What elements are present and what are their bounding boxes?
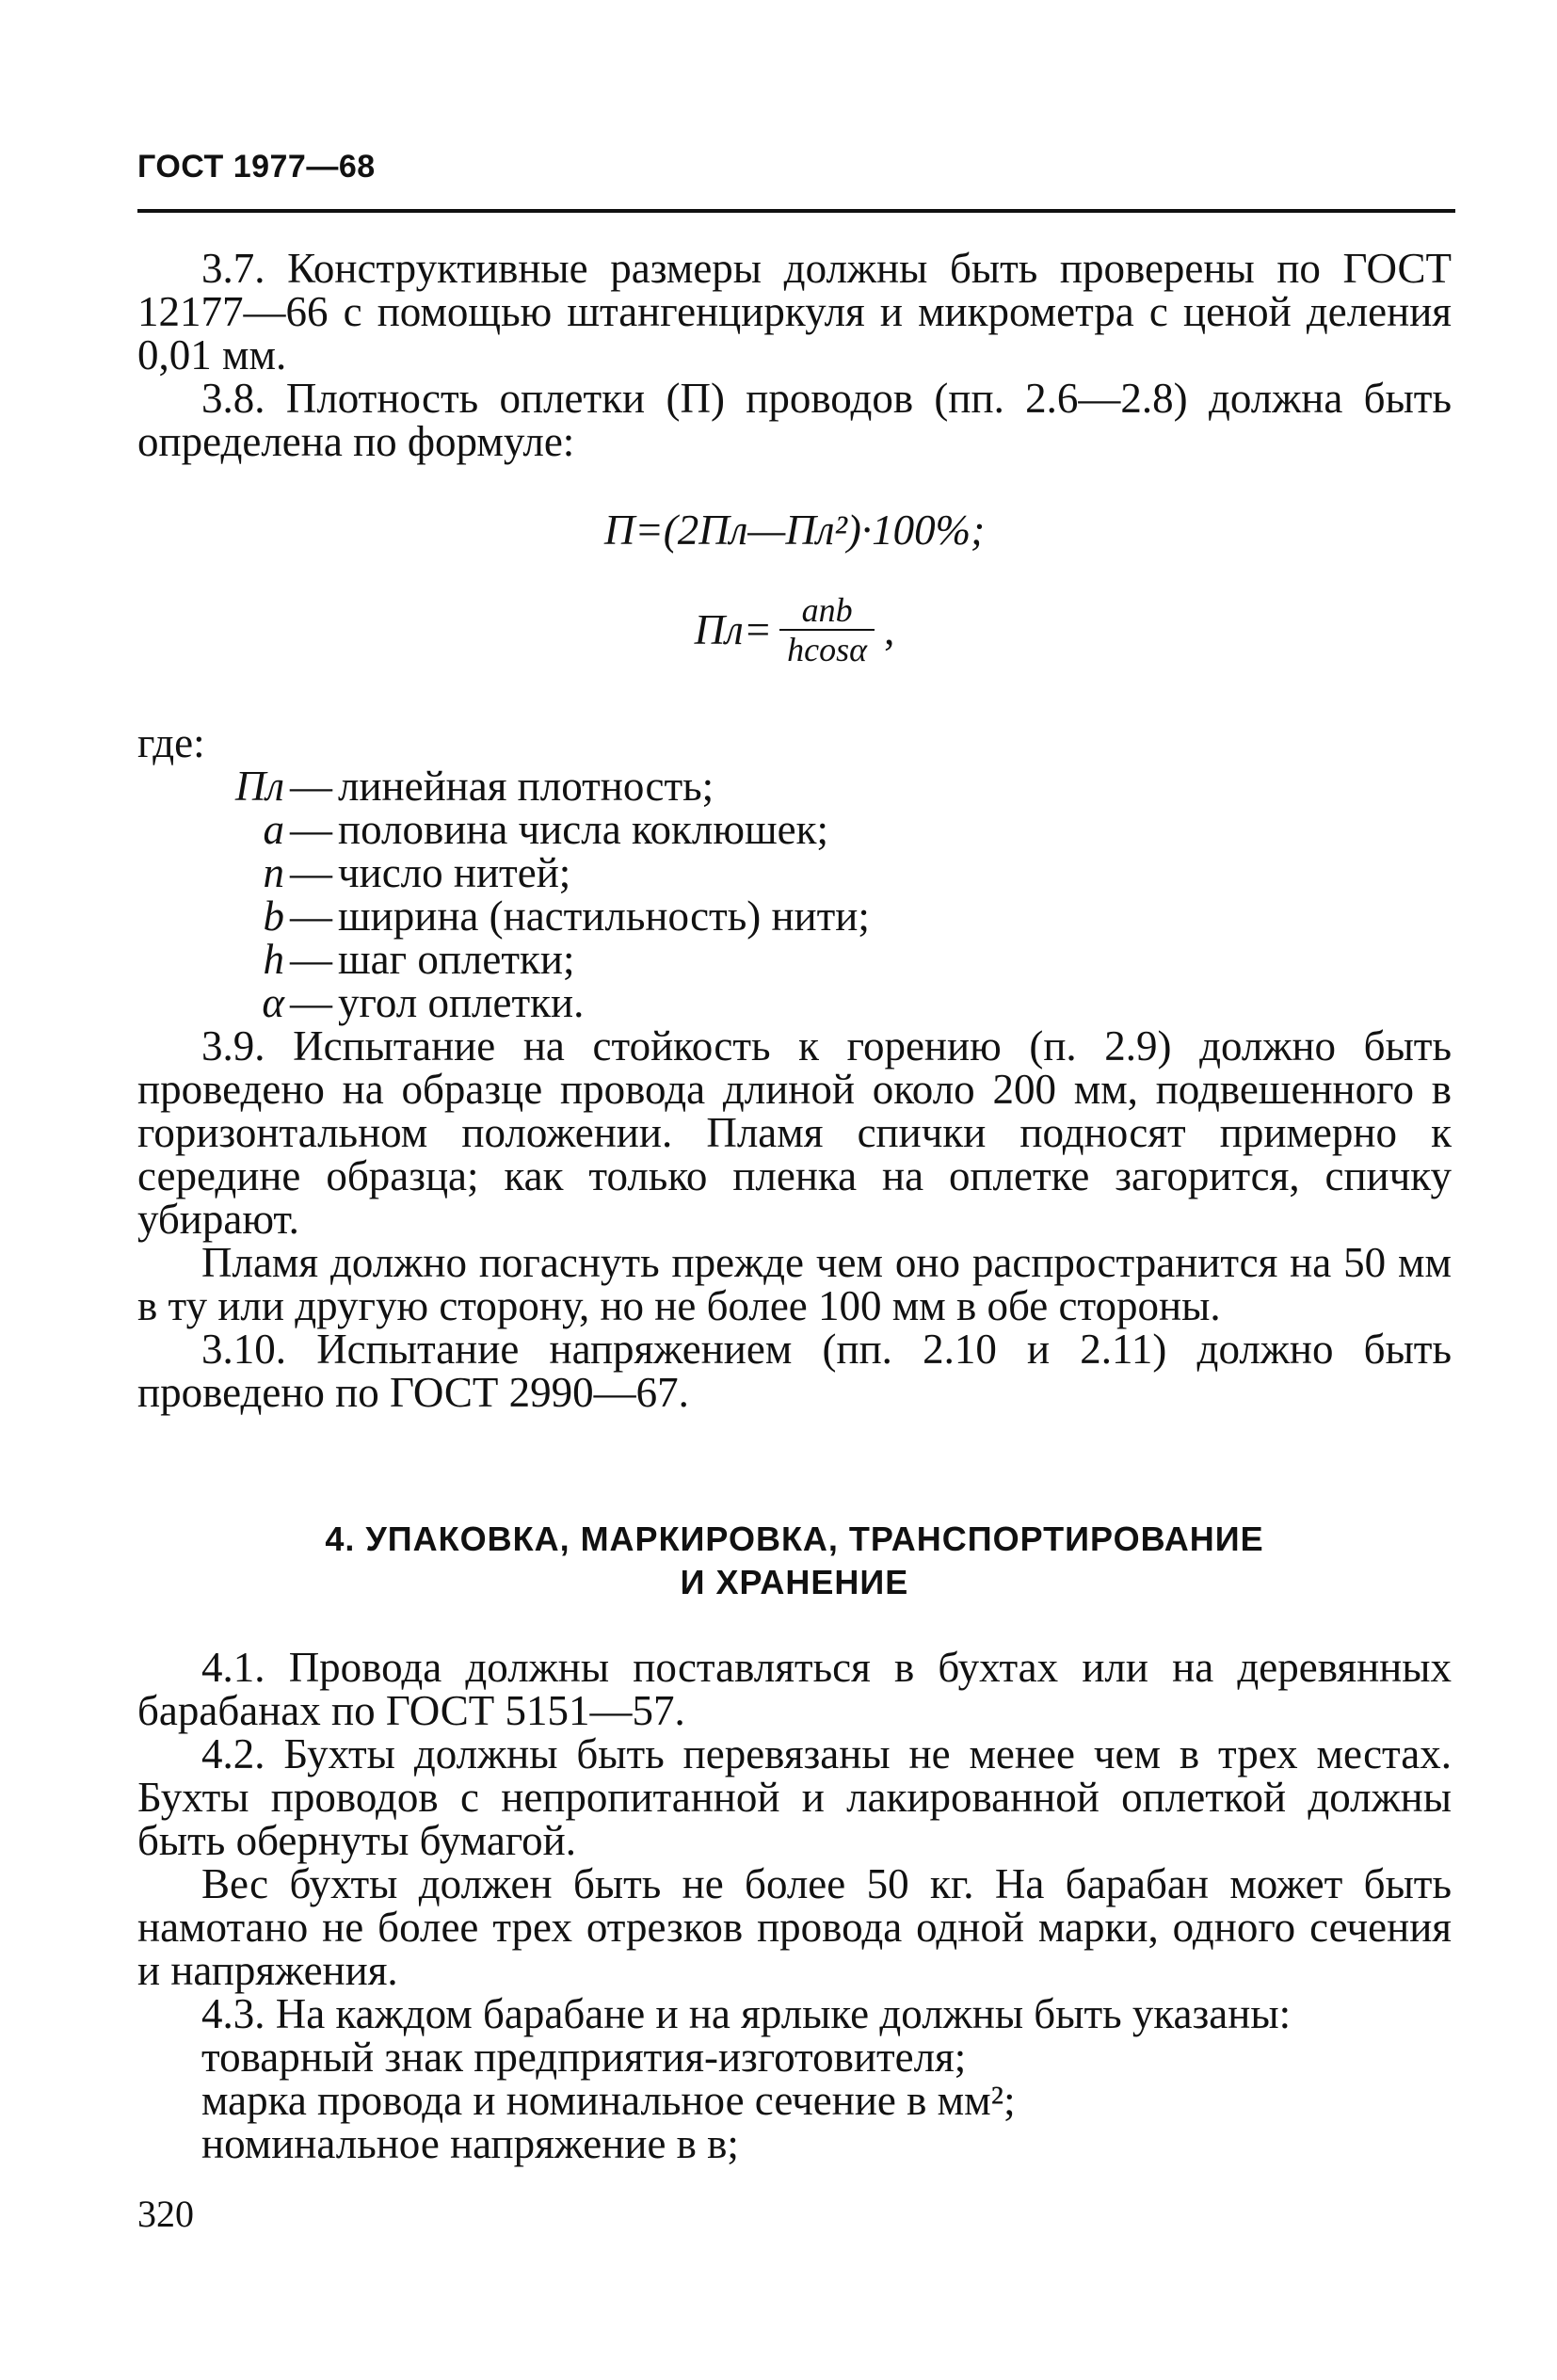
formula-linear-density — [137, 591, 1452, 668]
list-item: товарный знак предприятия-изготовителя; — [201, 2034, 967, 2081]
definition-item: a — половина числа коклюшек; — [224, 808, 1452, 851]
fraction-denominator: hcosα — [787, 631, 868, 668]
section-heading-line-1: 4. УПАКОВКА, МАРКИРОВКА, ТРАНСПОРТИРОВАНИЕ — [325, 1520, 1264, 1558]
definition-symbol: Пл — [234, 763, 284, 810]
definition-item: Пл — линейная плотность; — [224, 764, 1452, 808]
paragraph-3-10: 3.10. Испытание напряжением (пп. 2.10 и 2.11) должно быть проведено по ГОСТ 2990—67. — [137, 1326, 1452, 1416]
paragraph-4-1: 4.1. Провода должны поставляться в бухтах или на деревянных барабанах по ГОСТ 5151—57. — [137, 1644, 1452, 1734]
definition-text: угол оплетки. — [338, 979, 585, 1026]
fraction-numerator: anb — [801, 591, 853, 629]
header-rule — [137, 209, 1455, 213]
definition-text: число нитей; — [338, 849, 571, 896]
paragraph-3-7: 3.7. Конструктивные размеры должны быть проверены по ГОСТ 12177—66 с помощью штангенциркуля и микрометра с ценой деления 0,01 мм. — [137, 245, 1452, 378]
section-heading-4 — [137, 1518, 1452, 1604]
formula-comma: , — [884, 606, 895, 653]
section-heading-line-2: И ХРАНЕНИЕ — [680, 1563, 909, 1601]
definition-symbol: a — [263, 806, 284, 853]
paragraph-4-2: 4.2. Бухты должны быть перевязаны не менее чем в трех местах. Бухты проводов с непропитанной и лакированной оплеткой должны быть обернуты бумагой. — [137, 1730, 1452, 1864]
definition-item: b — ширина (настильность) нити; — [224, 894, 1452, 938]
definition-item: h — шаг оплетки; — [224, 938, 1452, 981]
definition-symbol: n — [263, 849, 284, 896]
definition-text: ширина (настильность) нити; — [338, 892, 870, 940]
definition-symbol: h — [263, 936, 284, 983]
page-header: ГОСТ 1977—68 — [137, 149, 376, 185]
definition-text: линейная плотность; — [338, 763, 714, 810]
formula-density: П=(2Пл—Пл²)·100%; — [603, 507, 986, 554]
definition-text: половина числа коклюшек; — [338, 806, 828, 853]
paragraph-4-2-continued: Вес бухты должен быть не более 50 кг. На барабан может быть намотано не более трех отрезков провода одной марки, одного сечения и напряжения. — [137, 1860, 1452, 1994]
definition-text: шаг оплетки; — [338, 936, 575, 983]
where-label: где: — [137, 719, 205, 766]
definition-symbol: b — [263, 892, 284, 940]
page-number: 320 — [137, 2193, 194, 2235]
definitions-list — [224, 764, 1452, 1024]
definition-item: n — число нитей; — [224, 851, 1452, 894]
formula-lhs: Пл= — [694, 606, 773, 653]
formula-fraction — [779, 591, 875, 668]
list-item: марка провода и номинальное сечение в мм²; — [201, 2077, 1016, 2124]
list-item: номинальное напряжение в в; — [201, 2120, 739, 2167]
definition-item: α — угол оплетки. — [224, 981, 1452, 1024]
paragraph-3-9: 3.9. Испытание на стойкость к горению (п. 2.9) должно быть проведено на образце провода длиной около 200 мм, подвешенного в горизонтальном положении. Пламя спички подносят примерно к середине образца; как только пленка на оплетке загорится, спичку убирают. — [137, 1022, 1452, 1243]
document-body — [137, 247, 1452, 2165]
definition-symbol: α — [262, 979, 284, 1026]
paragraph-3-8: 3.8. Плотность оплетки (П) проводов (пп. 2.6—2.8) должна быть определена по формуле: — [137, 375, 1452, 465]
paragraph-3-9-continued: Пламя должно погаснуть прежде чем оно распространится на 50 мм в ту или другую сторону, но не более 100 мм в обе стороны. — [137, 1239, 1452, 1329]
paragraph-4-3: 4.3. На каждом барабане и на ярлыке должны быть указаны: — [201, 1990, 1292, 2037]
